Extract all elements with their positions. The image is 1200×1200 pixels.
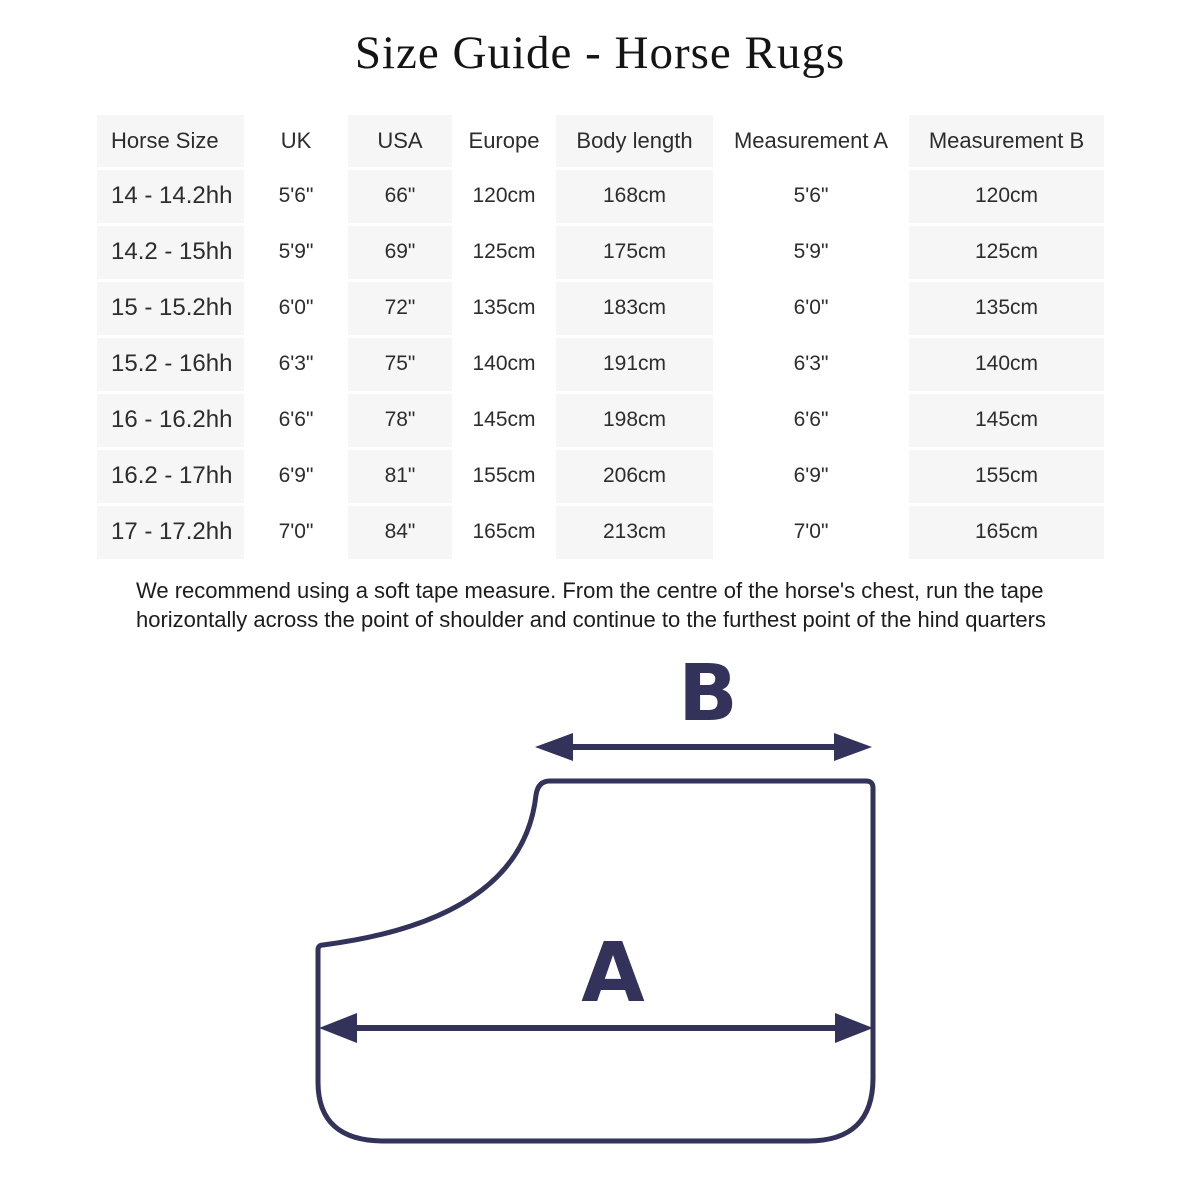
table-row — [97, 504, 1104, 560]
table-row — [97, 448, 1104, 504]
horse-size-cell: 14.2 - 15hh — [97, 224, 244, 280]
size-value-cell: 168cm — [556, 168, 713, 224]
size-value-cell: 120cm — [452, 168, 556, 224]
size-value-cell: 125cm — [452, 224, 556, 280]
size-value-cell: 183cm — [556, 280, 713, 336]
size-value-cell: 6'9" — [713, 448, 909, 504]
measuring-instructions: We recommend using a soft tape measure. From the centre of the horse's chest, run the tape horizontally across the point of shoulder and continue to the furthest point of the hind quarters — [136, 578, 1046, 632]
size-value-cell: 5'6" — [244, 168, 348, 224]
table-header-row — [97, 115, 1104, 168]
table-row — [97, 168, 1104, 224]
measurement-a-label: A — [581, 926, 645, 1021]
column-header-europe: Europe — [452, 115, 556, 168]
size-value-cell: 84" — [348, 504, 452, 560]
size-value-cell: 198cm — [556, 392, 713, 448]
horse-size-cell: 15 - 15.2hh — [97, 280, 244, 336]
size-value-cell: 72" — [348, 280, 452, 336]
size-value-cell: 81" — [348, 448, 452, 504]
horse-size-cell: 14 - 14.2hh — [97, 168, 244, 224]
table-row — [97, 224, 1104, 280]
table-row — [97, 280, 1104, 336]
size-value-cell: 7'0" — [244, 504, 348, 560]
size-value-cell: 6'6" — [244, 392, 348, 448]
size-value-cell: 75" — [348, 336, 452, 392]
size-value-cell: 175cm — [556, 224, 713, 280]
size-value-cell: 165cm — [452, 504, 556, 560]
size-value-cell: 140cm — [452, 336, 556, 392]
size-value-cell: 135cm — [909, 280, 1104, 336]
horse-size-cell: 16.2 - 17hh — [97, 448, 244, 504]
size-value-cell: 6'9" — [244, 448, 348, 504]
size-value-cell: 191cm — [556, 336, 713, 392]
size-value-cell: 6'3" — [244, 336, 348, 392]
size-value-cell: 145cm — [452, 392, 556, 448]
size-value-cell: 6'0" — [713, 280, 909, 336]
size-value-cell: 165cm — [909, 504, 1104, 560]
size-value-cell: 125cm — [909, 224, 1104, 280]
size-table-container — [97, 115, 1104, 562]
size-value-cell: 5'9" — [244, 224, 348, 280]
size-value-cell: 7'0" — [713, 504, 909, 560]
size-value-cell: 6'6" — [713, 392, 909, 448]
rug-measurement-diagram — [280, 640, 940, 1200]
size-value-cell: 78" — [348, 392, 452, 448]
size-value-cell: 5'6" — [713, 168, 909, 224]
table-row — [97, 392, 1104, 448]
size-value-cell: 140cm — [909, 336, 1104, 392]
size-value-cell: 6'3" — [713, 336, 909, 392]
column-header-usa: USA — [348, 115, 452, 168]
page-title: Size Guide - Horse Rugs — [354, 27, 846, 79]
table-row — [97, 336, 1104, 392]
size-value-cell: 155cm — [452, 448, 556, 504]
size-value-cell: 135cm — [452, 280, 556, 336]
size-value-cell: 6'0" — [244, 280, 348, 336]
size-value-cell: 66" — [348, 168, 452, 224]
column-header-body-length: Body length — [556, 115, 713, 168]
size-value-cell: 145cm — [909, 392, 1104, 448]
column-header-measurement-a: Measurement A — [713, 115, 909, 168]
horse-size-cell: 15.2 - 16hh — [97, 336, 244, 392]
size-value-cell: 120cm — [909, 168, 1104, 224]
size-value-cell: 5'9" — [713, 224, 909, 280]
rug-diagram-svg — [280, 640, 940, 1200]
horse-size-cell: 16 - 16.2hh — [97, 392, 244, 448]
column-header-horse-size: Horse Size — [97, 115, 244, 168]
column-header-uk: UK — [244, 115, 348, 168]
size-value-cell: 155cm — [909, 448, 1104, 504]
column-header-measurement-b: Measurement B — [909, 115, 1104, 168]
size-value-cell: 69" — [348, 224, 452, 280]
horse-size-cell: 17 - 17.2hh — [97, 504, 244, 560]
size-value-cell: 206cm — [556, 448, 713, 504]
size-value-cell: 213cm — [556, 504, 713, 560]
size-table — [97, 115, 1104, 562]
measurement-b-label: B — [678, 649, 738, 739]
